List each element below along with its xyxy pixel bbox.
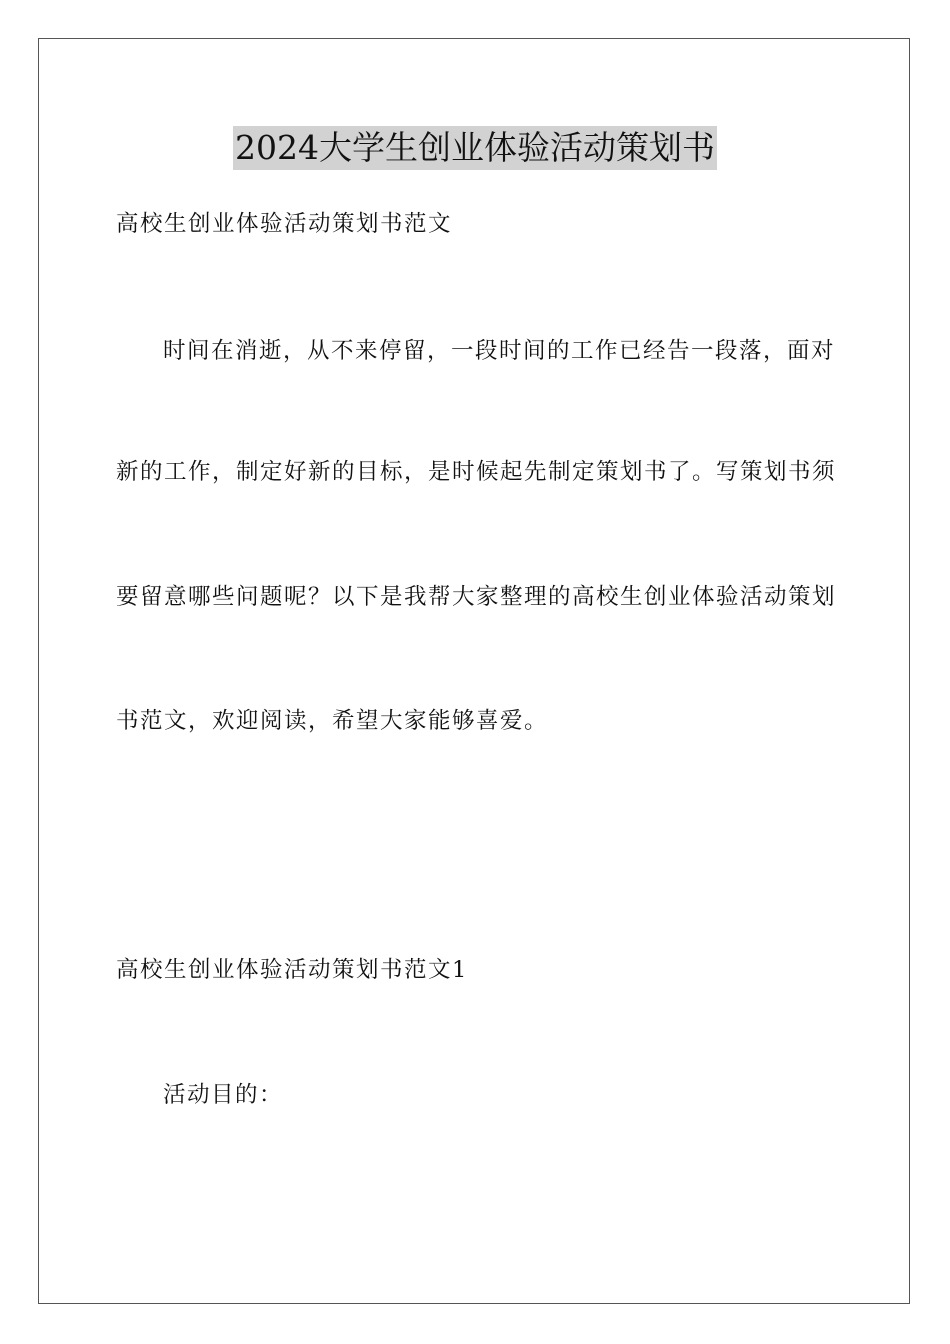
intro-line-3: 要留意哪些问题呢？以下是我帮大家整理的高校生创业体验活动策划 [116, 584, 837, 610]
document-title: 2024大学生创业体验活动策划书 [233, 126, 717, 170]
intro-line-4: 书范文，欢迎阅读，希望大家能够喜爱。 [116, 708, 549, 734]
intro-line-1: 时间在消逝，从不来停留，一段时间的工作已经告一段落，面对 [163, 338, 836, 364]
section-heading: 高校生创业体验活动策划书范文1 [116, 957, 468, 983]
section-item-purpose: 活动目的： [163, 1082, 284, 1108]
document-subtitle: 高校生创业体验活动策划书范文 [116, 211, 453, 237]
title-container [0, 126, 950, 170]
intro-line-2: 新的工作，制定好新的目标，是时候起先制定策划书了。写策划书须 [116, 459, 837, 485]
